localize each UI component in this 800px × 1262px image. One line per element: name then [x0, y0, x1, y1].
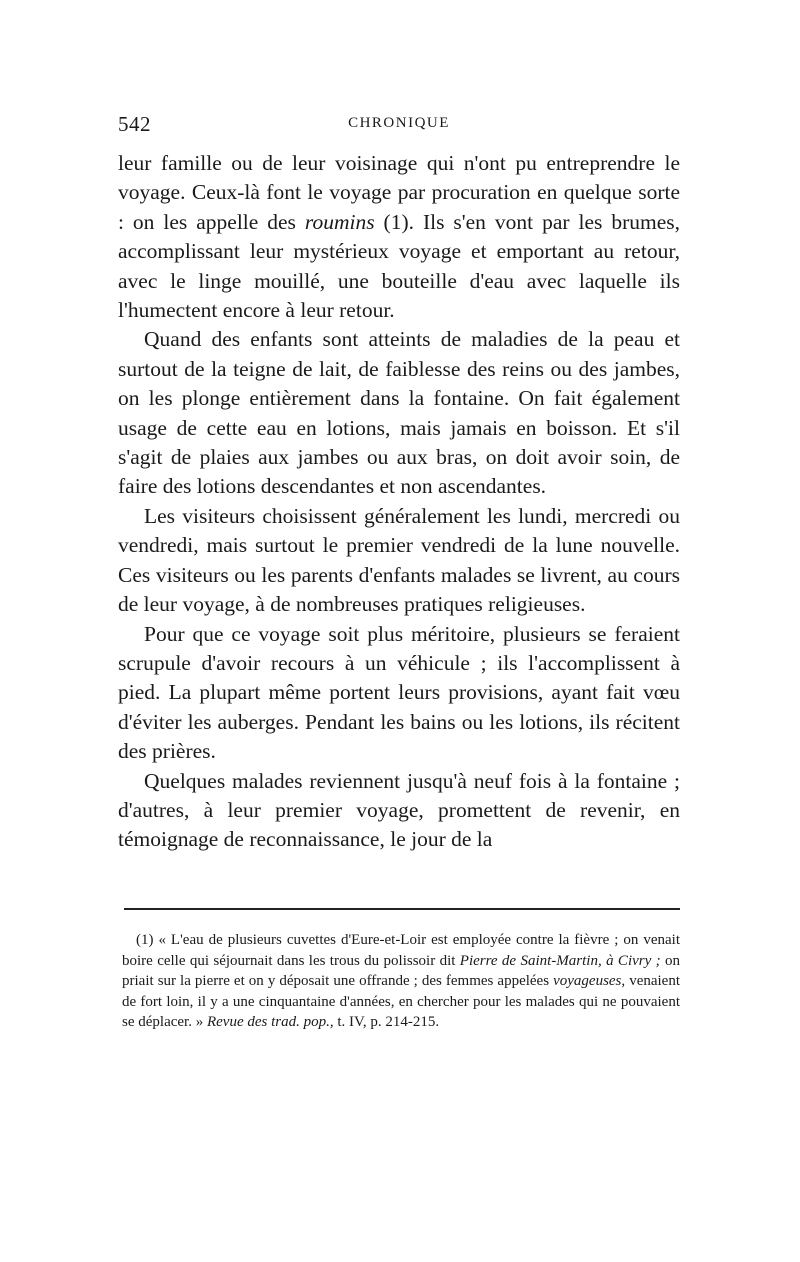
- paragraph-1-text: leur famille ou de leur voisinage qui n'ont pu entreprendre le voyage. Ceux-là font le voyage par procuration en quelque sorte : on les appelle des: [118, 151, 680, 234]
- footnote: [122, 930, 680, 1033]
- footnote-italic-place: Pierre de Saint-Martin, à Civry ;: [459, 952, 661, 969]
- paragraph-4: Pour que ce voyage soit plus méritoire, plusieurs se feraient scrupule d'avoir recours à un véhicule ; ils l'accomplissent à pied. La plupart même portent leurs provisions, ayant fait vœu d'éviter les auberges. Pendant les bains ou les lotions, ils récitent des prières.: [118, 621, 680, 764]
- footnote-italic-source: Revue des trad. pop.,: [206, 1014, 334, 1030]
- running-head: [118, 112, 680, 138]
- page-number: 542: [118, 112, 151, 136]
- footnote-divider: [124, 908, 680, 910]
- running-title: CHRONIQUE: [348, 115, 450, 131]
- footnote-part-2: on priait sur la pierre et on y déposait une offrande ; des femmes appelées: [122, 952, 680, 989]
- footnote-part-1: (1) « L'eau de plusieurs cuvettes d'Eure-et-Loir est employée contre la fièvre ; on venait boire celle qui séjournait dans les trous du polissoir dit: [122, 932, 680, 969]
- paragraph-1: [118, 149, 680, 325]
- paragraph-3: Les visiteurs choisissent généralement les lundi, mercredi ou vendredi, mais surtout le premier vendredi de la lune nouvelle. Ces visiteurs ou les parents d'enfants malades se livrent, au cours de leur voyage, à de nombreuses pratiques religieuses.: [118, 503, 680, 617]
- paragraph-2: Quand des enfants sont atteints de maladies de la peau et surtout de la teigne de lait, de faiblesse des reins ou des jambes, on les plonge entièrement dans la fontaine. On fait également usage de cette eau en lotions, mais jamais en boisson. Et s'il s'agit de plaies aux jambes ou aux bras, on doit avoir soin, de faire des lotions descendantes et non ascendantes.: [118, 327, 680, 499]
- footnote-part-3: venaient de fort loin, il y a une cinquantaine d'années, en chercher pour les malades qui ne pouvaient se déplacer. »: [122, 973, 681, 1030]
- footnote-part-4: t. IV, p. 214-215.: [333, 1014, 440, 1030]
- footnote-italic-term: voyageuses,: [553, 973, 626, 989]
- paragraph-1-italic-term: roumins: [304, 209, 375, 234]
- paragraph-1-continuation: (1). Ils s'en vont par les brumes, accomplissant leur mystérieux voyage et emportant au retour, avec le linge mouillé, une bouteille d'eau avec laquelle ils l'humectent encore à leur retour.: [118, 209, 680, 323]
- main-text: [118, 149, 680, 855]
- footnote-text: [122, 930, 680, 1033]
- paragraph-5: Quelques malades reviennent jusqu'à neuf fois à la fontaine ; d'autres, à leur premier voyage, promettent de revenir, en témoignage de reconnaissance, le jour de la: [118, 768, 680, 852]
